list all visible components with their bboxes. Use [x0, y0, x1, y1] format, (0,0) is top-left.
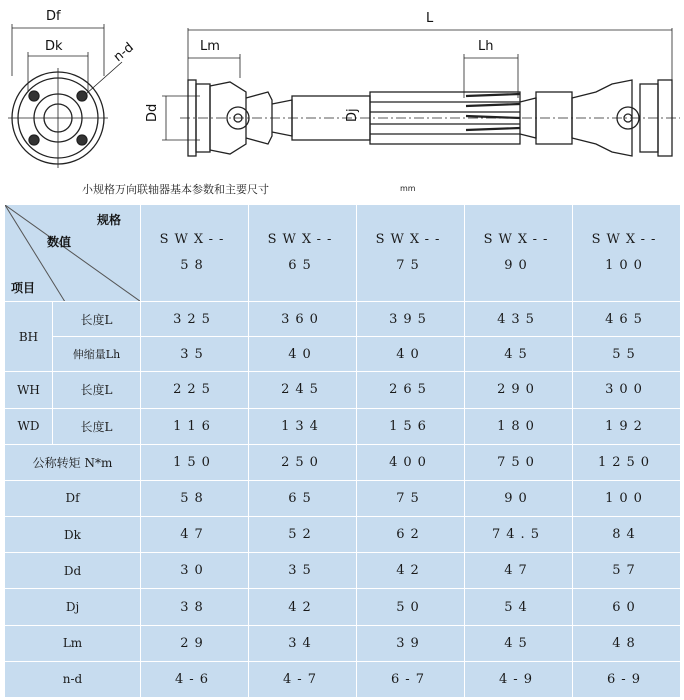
table-row — [5, 408, 681, 444]
table-cell: 265 — [357, 372, 465, 408]
table-cell: 90 — [465, 480, 573, 516]
dim-df-label: Df — [46, 9, 61, 24]
group-wd-label: WD — [5, 408, 53, 444]
dim-lm-label: Lm — [200, 39, 220, 54]
unit-label: mm — [400, 184, 416, 193]
spec-header: SWX-- 90 — [465, 205, 573, 302]
dim-dd-label: Dd — [145, 103, 160, 122]
table-cell: 180 — [465, 408, 573, 444]
table-cell: 35 — [249, 553, 357, 589]
table-cell: 54 — [465, 589, 573, 625]
corner-spec-label: 规格 — [97, 213, 122, 227]
table-cell: 38 — [141, 589, 249, 625]
table-cell: 30 — [141, 553, 249, 589]
spec-header: SWX-- 58 — [141, 205, 249, 302]
table-cell: 75 — [357, 480, 465, 516]
table-cell: 29 — [141, 625, 249, 661]
dim-dk-label: Dk — [45, 39, 63, 54]
table-cell: 435 — [465, 302, 573, 337]
table-row — [5, 661, 681, 697]
row-label: Df — [5, 480, 141, 516]
table-header-row — [5, 205, 681, 302]
row-label: Dk — [5, 517, 141, 553]
table-cell: 52 — [249, 517, 357, 553]
spec-header: SWX-- 65 — [249, 205, 357, 302]
table-cell: 465 — [573, 302, 681, 337]
row-label: n-d — [5, 661, 141, 697]
table-cell: 100 — [573, 480, 681, 516]
table-cell: 300 — [573, 372, 681, 408]
table-cell: 47 — [141, 517, 249, 553]
table-row — [5, 444, 681, 480]
group-bh-label: BH — [5, 302, 53, 372]
table-cell: 74.5 — [465, 517, 573, 553]
table-cell: 395 — [357, 302, 465, 337]
table-caption: 小规格万向联轴器基本参数和主要尺寸 — [82, 183, 269, 196]
dim-dj-label: Dj — [345, 108, 360, 122]
corner-value-label: 数值 — [47, 235, 72, 249]
table-row — [5, 517, 681, 553]
table-cell: 84 — [573, 517, 681, 553]
row-label: 长度L — [53, 408, 141, 444]
table-cell: 192 — [573, 408, 681, 444]
row-label: Dd — [5, 553, 141, 589]
table-cell: 750 — [465, 444, 573, 480]
table-row — [5, 372, 681, 408]
table-cell: 250 — [249, 444, 357, 480]
table-cell: 1250 — [573, 444, 681, 480]
dim-L-label: L — [426, 11, 434, 26]
table-cell: 40 — [249, 337, 357, 372]
row-label: 公称转矩 N*m — [5, 444, 141, 480]
table-cell: 34 — [249, 625, 357, 661]
table-cell: 4-9 — [465, 661, 573, 697]
table-cell: 47 — [465, 553, 573, 589]
table-row — [5, 625, 681, 661]
table-cell: 245 — [249, 372, 357, 408]
flange-end-view — [8, 68, 108, 168]
table-row — [5, 480, 681, 516]
table-cell: 55 — [573, 337, 681, 372]
table-cell: 116 — [141, 408, 249, 444]
row-label: Lm — [5, 625, 141, 661]
header-corner-cell — [5, 205, 141, 302]
table-cell: 134 — [249, 408, 357, 444]
row-label: 伸缩量Lh — [53, 337, 141, 372]
table-cell: 42 — [249, 589, 357, 625]
coupling-drawing — [0, 0, 684, 178]
table-cell: 290 — [465, 372, 573, 408]
table-row — [5, 337, 681, 372]
dim-lh-label: Lh — [478, 39, 494, 54]
row-label: Dj — [5, 589, 141, 625]
table-cell: 50 — [357, 589, 465, 625]
corner-item-label: 项目 — [11, 281, 36, 295]
table-row — [5, 553, 681, 589]
spec-header: SWX-- 75 — [357, 205, 465, 302]
table-cell: 40 — [357, 337, 465, 372]
table-cell: 45 — [465, 337, 573, 372]
table-cell: 6-9 — [573, 661, 681, 697]
shaft-side-view — [180, 80, 680, 156]
table-cell: 42 — [357, 553, 465, 589]
table-cell: 48 — [573, 625, 681, 661]
table-cell: 4-6 — [141, 661, 249, 697]
spec-header: SWX-- 100 — [573, 205, 681, 302]
table-cell: 360 — [249, 302, 357, 337]
row-label: 长度L — [53, 372, 141, 408]
table-cell: 156 — [357, 408, 465, 444]
spec-table — [4, 204, 681, 698]
table-cell: 325 — [141, 302, 249, 337]
table-cell: 225 — [141, 372, 249, 408]
dim-nd-label: n-d — [110, 39, 137, 66]
table-cell: 35 — [141, 337, 249, 372]
table-cell: 62 — [357, 517, 465, 553]
table-cell: 150 — [141, 444, 249, 480]
row-label: 长度L — [53, 302, 141, 337]
table-cell: 400 — [357, 444, 465, 480]
table-cell: 39 — [357, 625, 465, 661]
table-cell: 58 — [141, 480, 249, 516]
table-row — [5, 589, 681, 625]
group-wh-label: WH — [5, 372, 53, 408]
table-cell: 6-7 — [357, 661, 465, 697]
table-cell: 45 — [465, 625, 573, 661]
table-cell: 4-7 — [249, 661, 357, 697]
table-row — [5, 302, 681, 337]
table-cell: 65 — [249, 480, 357, 516]
table-cell: 57 — [573, 553, 681, 589]
table-cell: 60 — [573, 589, 681, 625]
